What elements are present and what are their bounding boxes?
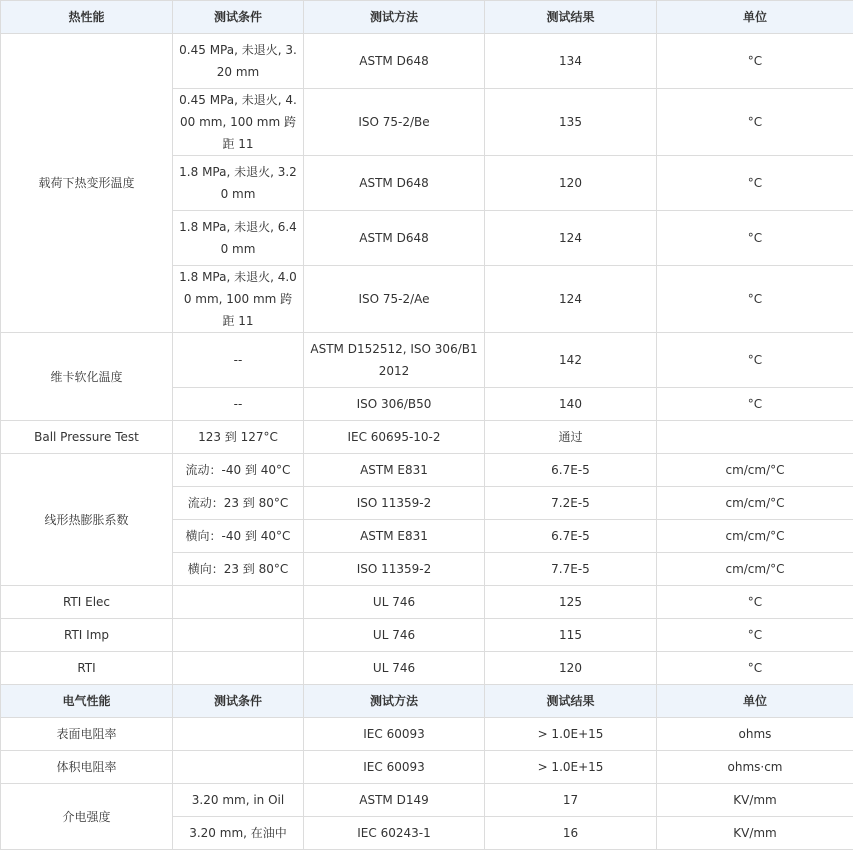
- test-result: > 1.0E+15: [485, 718, 657, 751]
- test-result: 125: [485, 586, 657, 619]
- unit: °C: [657, 388, 853, 421]
- test-method: ISO 11359-2: [304, 553, 485, 586]
- unit: cm/cm/°C: [657, 487, 853, 520]
- test-result: 17: [485, 784, 657, 817]
- header-condition: 测试条件: [173, 685, 304, 718]
- unit: °C: [657, 211, 853, 266]
- unit: °C: [657, 34, 853, 89]
- test-condition: 横向：-40 到 40°C: [173, 520, 304, 553]
- property-name: 维卡软化温度: [1, 333, 173, 421]
- test-method: IEC 60695-10-2: [304, 421, 485, 454]
- header-result: 测试结果: [485, 1, 657, 34]
- test-result: 124: [485, 211, 657, 266]
- test-condition: 流动：-40 到 40°C: [173, 454, 304, 487]
- table-row: [1, 586, 853, 619]
- test-condition: 流动：23 到 80°C: [173, 487, 304, 520]
- test-condition: 123 到 127°C: [173, 421, 304, 454]
- test-condition: 0.45 MPa, 未退火, 3.20 mm: [173, 34, 304, 89]
- test-method: UL 746: [304, 586, 485, 619]
- test-method: ISO 75-2/Ae: [304, 266, 485, 333]
- property-name: 体积电阻率: [1, 751, 173, 784]
- unit: °C: [657, 156, 853, 211]
- thermal-header-row: [1, 1, 853, 34]
- test-condition: 1.8 MPa, 未退火, 3.20 mm: [173, 156, 304, 211]
- test-condition: 3.20 mm, 在油中: [173, 817, 304, 850]
- test-result: 6.7E-5: [485, 454, 657, 487]
- unit: °C: [657, 266, 853, 333]
- header-unit: 单位: [657, 685, 853, 718]
- test-condition: 1.8 MPa, 未退火, 4.00 mm, 100 mm 跨距 11: [173, 266, 304, 333]
- unit: cm/cm/°C: [657, 553, 853, 586]
- header-method: 测试方法: [304, 1, 485, 34]
- table-row: [1, 751, 853, 784]
- header-condition: 测试条件: [173, 1, 304, 34]
- test-result: 通过: [485, 421, 657, 454]
- test-method: ASTM D152512, ISO 306/B12012: [304, 333, 485, 388]
- test-result: 120: [485, 652, 657, 685]
- table-row: [1, 421, 853, 454]
- test-condition: [173, 586, 304, 619]
- test-method: ASTM E831: [304, 520, 485, 553]
- test-result: > 1.0E+15: [485, 751, 657, 784]
- test-method: ASTM D648: [304, 156, 485, 211]
- test-condition: 3.20 mm, in Oil: [173, 784, 304, 817]
- unit: °C: [657, 89, 853, 156]
- test-method: ISO 11359-2: [304, 487, 485, 520]
- test-condition: --: [173, 333, 304, 388]
- unit: °C: [657, 333, 853, 388]
- test-method: ASTM D648: [304, 211, 485, 266]
- test-method: IEC 60093: [304, 718, 485, 751]
- test-condition: [173, 619, 304, 652]
- unit: cm/cm/°C: [657, 454, 853, 487]
- test-method: ISO 306/B50: [304, 388, 485, 421]
- table-row: [1, 34, 853, 89]
- property-name: RTI: [1, 652, 173, 685]
- table-row: [1, 784, 853, 817]
- property-name: Ball Pressure Test: [1, 421, 173, 454]
- electrical-header-row: [1, 685, 853, 718]
- test-condition: [173, 652, 304, 685]
- test-method: UL 746: [304, 619, 485, 652]
- header-property: 电气性能: [1, 685, 173, 718]
- test-method: ASTM E831: [304, 454, 485, 487]
- test-method: ASTM D149: [304, 784, 485, 817]
- test-result: 134: [485, 34, 657, 89]
- test-method: UL 746: [304, 652, 485, 685]
- unit: °C: [657, 619, 853, 652]
- test-condition: 0.45 MPa, 未退火, 4.00 mm, 100 mm 跨距 11: [173, 89, 304, 156]
- unit: KV/mm: [657, 784, 853, 817]
- test-method: IEC 60243-1: [304, 817, 485, 850]
- property-name: 表面电阻率: [1, 718, 173, 751]
- test-result: 16: [485, 817, 657, 850]
- property-name: RTI Elec: [1, 586, 173, 619]
- table-row: [1, 718, 853, 751]
- test-result: 7.7E-5: [485, 553, 657, 586]
- table-row: [1, 652, 853, 685]
- header-method: 测试方法: [304, 685, 485, 718]
- unit: cm/cm/°C: [657, 520, 853, 553]
- test-result: 6.7E-5: [485, 520, 657, 553]
- test-result: 115: [485, 619, 657, 652]
- unit: ohms: [657, 718, 853, 751]
- test-result: 120: [485, 156, 657, 211]
- test-condition: [173, 718, 304, 751]
- test-method: ISO 75-2/Be: [304, 89, 485, 156]
- test-result: 140: [485, 388, 657, 421]
- unit: °C: [657, 652, 853, 685]
- table-row: [1, 619, 853, 652]
- table-row: [1, 333, 853, 388]
- test-method: IEC 60093: [304, 751, 485, 784]
- test-result: 142: [485, 333, 657, 388]
- header-unit: 单位: [657, 1, 853, 34]
- property-name: RTI Imp: [1, 619, 173, 652]
- property-name: 载荷下热变形温度: [1, 34, 173, 333]
- property-name: 介电强度: [1, 784, 173, 850]
- property-name: 线形热膨胀系数: [1, 454, 173, 586]
- test-condition: [173, 751, 304, 784]
- unit: ohms·cm: [657, 751, 853, 784]
- test-result: 124: [485, 266, 657, 333]
- test-condition: 1.8 MPa, 未退火, 6.40 mm: [173, 211, 304, 266]
- test-result: 135: [485, 89, 657, 156]
- test-condition: --: [173, 388, 304, 421]
- table-row: [1, 454, 853, 487]
- unit: KV/mm: [657, 817, 853, 850]
- test-condition: 横向：23 到 80°C: [173, 553, 304, 586]
- test-method: ASTM D648: [304, 34, 485, 89]
- header-property: 热性能: [1, 1, 173, 34]
- unit: [657, 421, 853, 454]
- unit: °C: [657, 586, 853, 619]
- header-result: 测试结果: [485, 685, 657, 718]
- test-result: 7.2E-5: [485, 487, 657, 520]
